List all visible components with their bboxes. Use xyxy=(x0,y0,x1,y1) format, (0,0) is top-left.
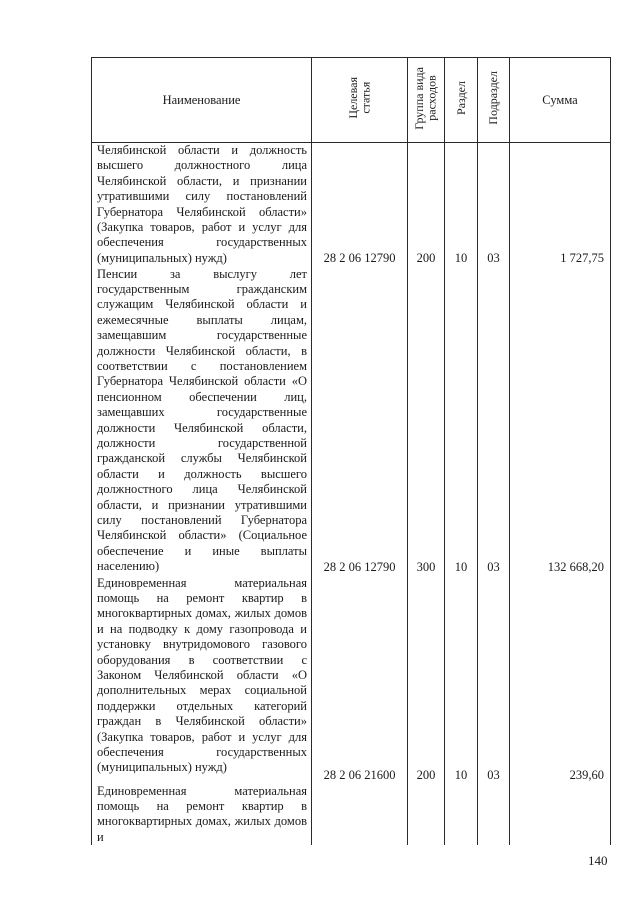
row-name: Единовременная материальная помощь на ремонт квартир в многоквартирных домах, жилых домов и xyxy=(92,784,312,846)
header-name: Наименование xyxy=(92,58,312,143)
row-sum xyxy=(510,784,611,846)
row-target: 28 2 06 21600 xyxy=(312,576,408,784)
row-target: 28 2 06 12790 xyxy=(312,143,408,267)
budget-table xyxy=(91,57,611,845)
table-header-row xyxy=(92,58,611,143)
row-group: 200 xyxy=(408,576,445,784)
row-sum: 239,60 xyxy=(510,576,611,784)
row-group xyxy=(408,784,445,846)
page-number: 140 xyxy=(588,853,608,868)
row-group: 200 xyxy=(408,143,445,267)
header-sum: Сумма xyxy=(510,58,611,143)
header-group: Группа вида расходов xyxy=(408,58,445,143)
row-subsection xyxy=(478,784,510,846)
table-row xyxy=(92,576,611,784)
row-subsection: 03 xyxy=(478,576,510,784)
row-section: 10 xyxy=(445,143,478,267)
row-subsection: 03 xyxy=(478,143,510,267)
row-target: 28 2 06 12790 xyxy=(312,267,408,576)
header-section: Раздел xyxy=(445,58,478,143)
row-group: 300 xyxy=(408,267,445,576)
row-section: 10 xyxy=(445,576,478,784)
header-target: Целевая статья xyxy=(312,58,408,143)
table-row xyxy=(92,267,611,576)
header-subsection: Подраздел xyxy=(478,58,510,143)
table-row xyxy=(92,784,611,846)
row-target xyxy=(312,784,408,846)
row-section xyxy=(445,784,478,846)
row-sum: 1 727,75 xyxy=(510,143,611,267)
row-subsection: 03 xyxy=(478,267,510,576)
row-name: Единовременная материальная помощь на ремонт квартир в многоквартирных домах, жилых домов и на подводку к дому газопровода и установку внутридомового газового оборудования в соответствии с Законом Челябинской области «О дополнительных мерах социальной поддержки отдельных категорий граждан в Челябинской области» (Закупка товаров, работ и услуг для обеспечения государственных (муниципальных) нужд) xyxy=(92,576,312,784)
table-row xyxy=(92,143,611,267)
row-sum: 132 668,20 xyxy=(510,267,611,576)
row-name: Пенсии за выслугу лет государственным гражданским служащим Челябинской области и ежемесячные выплаты лицам, замещавшим государственные должности Челябинской области, в соответствии с постановлением Губернатора Челябинской области «О пенсионном обеспечении лиц, замещавших государственные должности Челябинской области, должности государственной гражданской службы Челябинской области и должность высшего должностного лица Челябинской области, и признании утратившими силу постановлений Губернатора Челябинской области» (Социальное обеспечение и иные выплаты населению) xyxy=(92,267,312,576)
row-name: Челябинской области и должность высшего должностного лица Челябинской области, и признании утратившими силу постановлений Губернатора Челябинской области» (Закупка товаров, работ и услуг для обеспечения государственных (муниципальных) нужд) xyxy=(92,143,312,267)
row-section: 10 xyxy=(445,267,478,576)
